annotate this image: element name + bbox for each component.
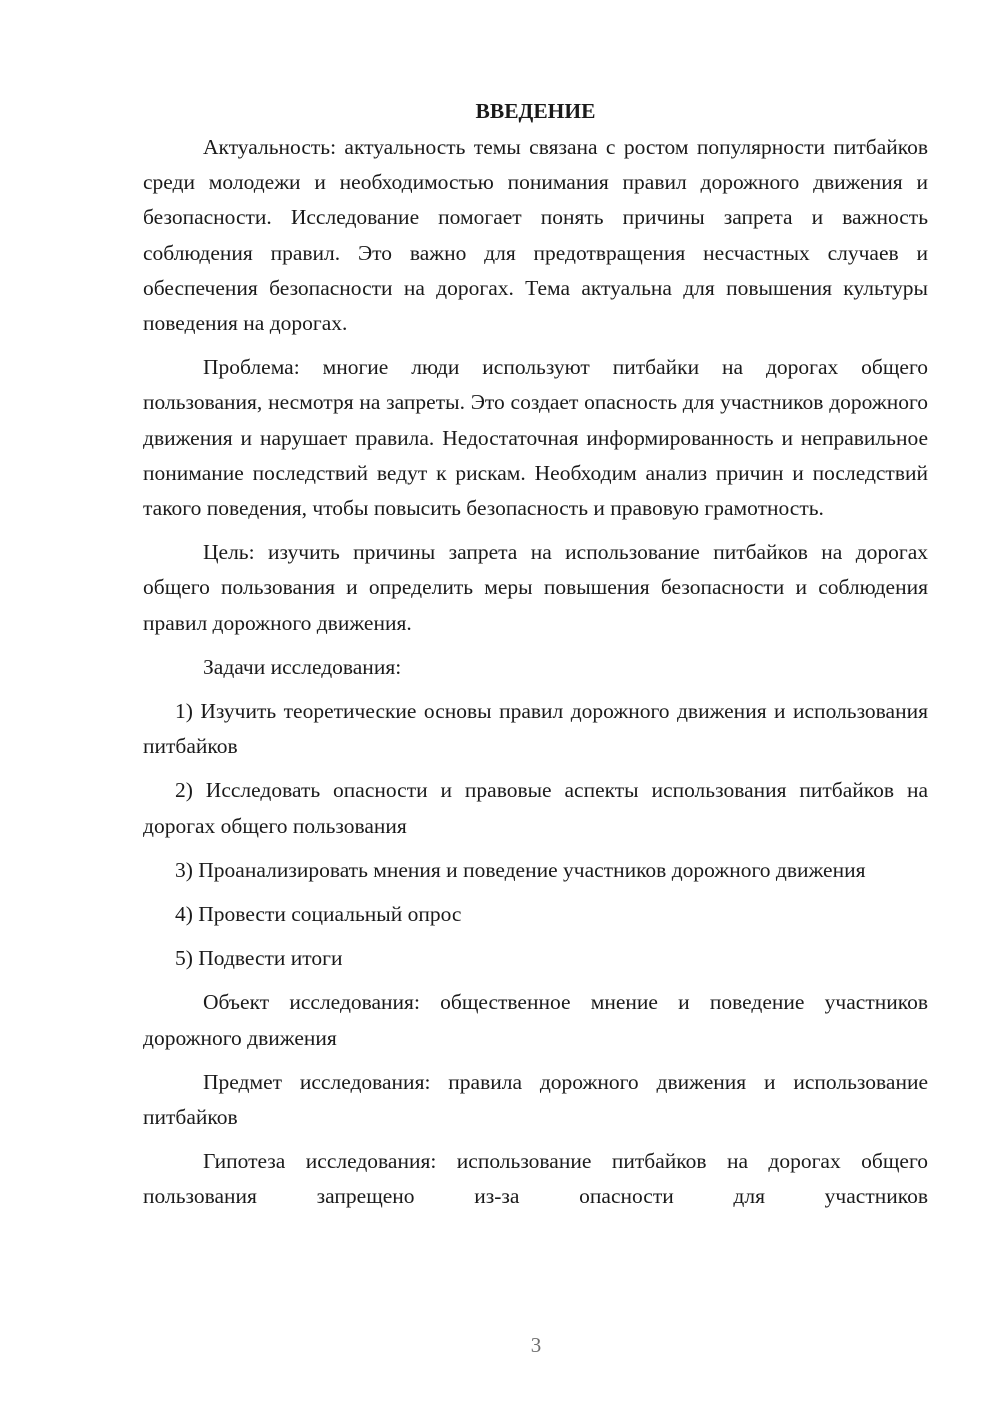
- hypothesis-paragraph: Гипотеза исследования: использование питбайков на дорогах общего пользования запрещено из-за опасности для участников: [143, 1149, 928, 1209]
- task-item-3: 3) Проанализировать мнения и поведение участников дорожного движения: [175, 857, 866, 882]
- tasks-heading: Задачи исследования:: [203, 654, 402, 679]
- task-item-2: 2) Исследовать опасности и правовые аспекты использования питбайков на дорогах общего пользования: [143, 778, 928, 838]
- page-title: ВВЕДЕНИЕ: [475, 99, 596, 123]
- page-number: 3: [530, 1333, 542, 1357]
- object-paragraph: Объект исследования: общественное мнение и поведение участников дорожного движения: [143, 990, 928, 1050]
- task-item-1: 1) Изучить теоретические основы правил дорожного движения и использования питбайков: [143, 699, 928, 759]
- subject-paragraph: Предмет исследования: правила дорожного движения и использование питбайков: [143, 1069, 928, 1130]
- relevance-paragraph: Актуальность: актуальность темы связана с ростом популярности питбайков среди молодежи и необходимостью понимания правил дорожного движения и безопасности. Исследование помогает понять причины запрета и важность соблюдения правил. Это важно для предотвращения несчастных случаев и обеспечения безопасности на дорогах. Тема актуальна для повышения культуры поведения на дорогах.: [143, 135, 928, 336]
- problem-paragraph: Проблема: многие люди используют питбайки на дорогах общего пользования, несмотря на запреты. Это создает опасность для участников дорожного движения и нарушает правила. Недостаточная информированность и неправильное понимание последствий ведут к рискам. Необходим анализ причин и последствий такого поведения, чтобы повысить безопасность и правовую грамотность.: [143, 355, 928, 521]
- task-item-4: 4) Провести социальный опрос: [175, 902, 462, 927]
- page-content: [143, 92, 928, 1224]
- goal-paragraph: Цель: изучить причины запрета на использование питбайков на дорогах общего пользования и определить меры повышения безопасности и соблюдения правил дорожного движения.: [143, 540, 928, 635]
- task-item-5: 5) Подвести итоги: [175, 946, 343, 971]
